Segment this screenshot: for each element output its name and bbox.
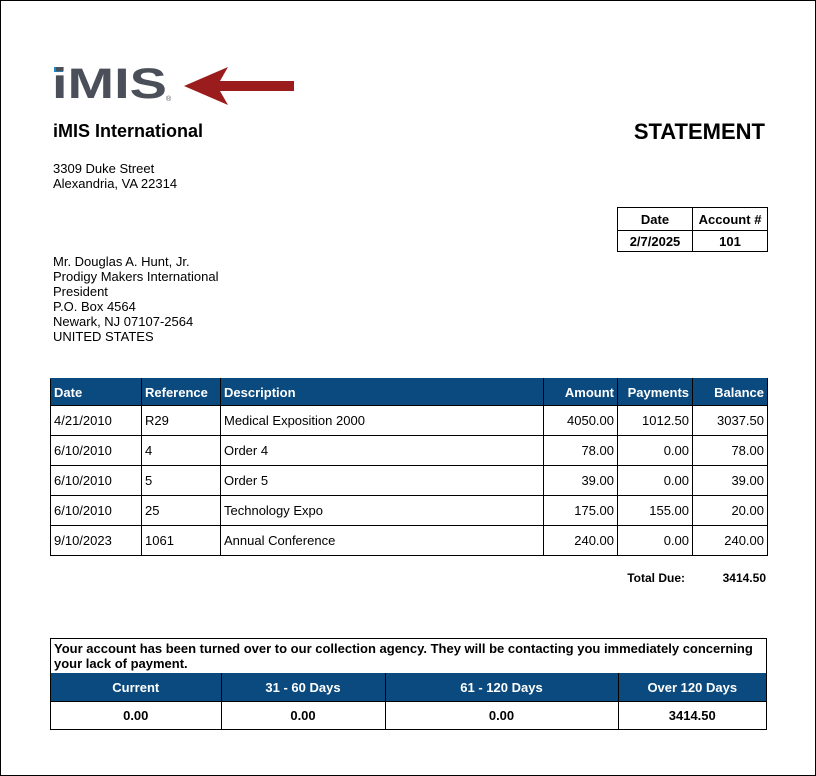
table-row <box>51 436 768 466</box>
aging-current-value: 0.00 <box>51 702 221 730</box>
aging-value-row <box>51 702 766 730</box>
company-address <box>53 161 177 191</box>
cell-payments: 0.00 <box>618 436 693 466</box>
total-due-label: Total Due: <box>627 571 685 585</box>
table-row <box>51 406 768 436</box>
cell-amount: 240.00 <box>544 526 618 556</box>
date-account-table <box>617 207 768 252</box>
cell-balance: 39.00 <box>693 466 768 496</box>
col-date-header: Date <box>51 379 142 406</box>
aging-table <box>51 673 766 729</box>
transactions-table <box>50 378 768 556</box>
date-label: Date <box>618 208 693 231</box>
aging-over-120-header: Over 120 Days <box>618 673 766 702</box>
cell-date: 6/10/2010 <box>51 436 142 466</box>
aging-31-60-value: 0.00 <box>221 702 385 730</box>
collection-notice: Your account has been turned over to our collection agency. They will be contacting you immediately concerning your lack of payment. <box>54 641 753 671</box>
aging-61-120-value: 0.00 <box>385 702 618 730</box>
cell-reference: 25 <box>142 496 221 526</box>
statement-date: 2/7/2025 <box>618 231 693 252</box>
cell-reference: R29 <box>142 406 221 436</box>
address-line: 3309 Duke Street <box>53 161 155 176</box>
cell-payments: 155.00 <box>618 496 693 526</box>
cell-balance: 240.00 <box>693 526 768 556</box>
cell-description: Technology Expo <box>221 496 544 526</box>
cell-balance: 20.00 <box>693 496 768 526</box>
logo-text: iMIS <box>52 63 167 103</box>
col-description-header: Description <box>221 379 544 406</box>
cell-payments: 0.00 <box>618 466 693 496</box>
recipient-line: Prodigy Makers International <box>53 269 219 284</box>
recipient-line: UNITED STATES <box>53 329 154 344</box>
recipient-line: P.O. Box 4564 <box>53 299 136 314</box>
total-due-value: 3414.50 <box>722 571 766 585</box>
cell-description: Annual Conference <box>221 526 544 556</box>
aging-61-120-header: 61 - 120 Days <box>385 673 618 702</box>
aging-over-120-value: 3414.50 <box>618 702 766 730</box>
cell-date: 4/21/2010 <box>51 406 142 436</box>
recipient-line: Mr. Douglas A. Hunt, Jr. <box>53 254 190 269</box>
cell-amount: 39.00 <box>544 466 618 496</box>
logo-registered-mark: ® <box>166 96 172 103</box>
col-balance-header: Balance <box>693 379 768 406</box>
cell-amount: 78.00 <box>544 436 618 466</box>
statement-title: STATEMENT <box>633 119 765 144</box>
table-row <box>51 496 768 526</box>
cell-date: 6/10/2010 <box>51 496 142 526</box>
recipient-address <box>53 254 218 344</box>
account-label: Account # <box>693 208 768 231</box>
col-reference-header: Reference <box>142 379 221 406</box>
left-arrow-icon <box>184 67 296 105</box>
cell-amount: 4050.00 <box>544 406 618 436</box>
cell-date: 9/10/2023 <box>51 526 142 556</box>
address-line: Alexandria, VA 22314 <box>53 176 178 191</box>
imis-logo <box>52 63 182 103</box>
recipient-line: President <box>53 284 108 299</box>
cell-payments: 0.00 <box>618 526 693 556</box>
aging-summary <box>50 638 767 730</box>
aging-current-header: Current <box>51 673 221 702</box>
cell-reference: 5 <box>142 466 221 496</box>
aging-header-row <box>51 673 766 702</box>
aging-31-60-header: 31 - 60 Days <box>221 673 385 702</box>
recipient-line: Newark, NJ 07107-2564 <box>53 314 194 329</box>
cell-payments: 1012.50 <box>618 406 693 436</box>
cell-description: Order 4 <box>221 436 544 466</box>
col-payments-header: Payments <box>618 379 693 406</box>
table-row <box>51 526 768 556</box>
cell-amount: 175.00 <box>544 496 618 526</box>
cell-reference: 1061 <box>142 526 221 556</box>
table-row <box>51 466 768 496</box>
cell-date: 6/10/2010 <box>51 466 142 496</box>
account-number: 101 <box>693 231 768 252</box>
cell-balance: 78.00 <box>693 436 768 466</box>
table-header-row <box>51 379 768 406</box>
cell-balance: 3037.50 <box>693 406 768 436</box>
cell-description: Order 5 <box>221 466 544 496</box>
col-amount-header: Amount <box>544 379 618 406</box>
cell-description: Medical Exposition 2000 <box>221 406 544 436</box>
company-name: iMIS International <box>53 121 204 141</box>
cell-reference: 4 <box>142 436 221 466</box>
